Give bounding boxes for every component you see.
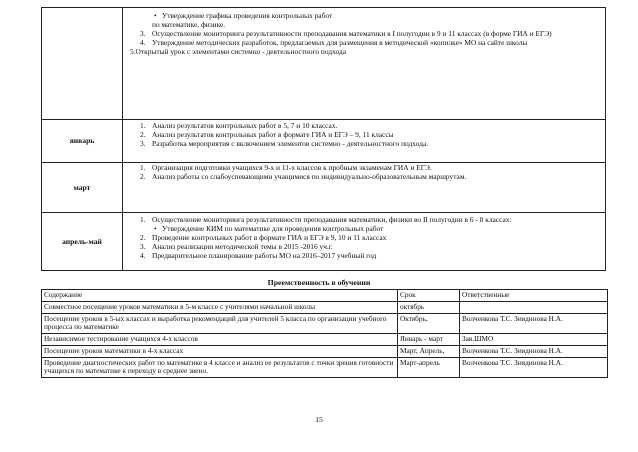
cell-responsible: Волченкова Т.С. Зиядинова Н.А. — [460, 345, 608, 357]
bullet-item: • Утверждение КИМ по математике для проведения контрольных работ — [126, 225, 602, 234]
item-text: Проведение контрольных работ в формате ГИА и ЕГЭ в 9, 10 и 11 классах — [152, 232, 387, 242]
item-number: 1. — [140, 163, 146, 172]
cell-content: Посещение уроков в 5-ых классах и выработка рекомендаций для учителей 5 класса по организации учебного процесса по математике — [42, 313, 398, 334]
item-text: Анализ работы со слабоуспевающими учащимися по индивидуально-образовательным маршрутам. — [152, 171, 467, 181]
cell-responsible: Зав.ШМО — [460, 334, 608, 346]
activities-cell — [123, 8, 606, 120]
table-row — [42, 334, 608, 346]
cell-term: Март, Апрель, — [398, 345, 460, 357]
plan-row — [42, 120, 606, 163]
activities-cell — [123, 213, 606, 271]
header-row — [42, 290, 608, 302]
cell-content: Совместное посещение уроков математики в 5-м классе с учителями начальной школы — [42, 301, 398, 313]
item-number: 1. — [140, 215, 146, 224]
cell-responsible — [460, 301, 608, 313]
plan-row — [42, 8, 606, 120]
table-row — [42, 301, 608, 313]
cell-term: Март-апрель — [398, 357, 460, 378]
item-text: Предварительное планирование работы МО на 2016–2017 учебный год — [152, 250, 377, 260]
month-cell: январь — [42, 120, 123, 163]
plan-row — [42, 213, 606, 271]
cell-responsible: Волченкова Т.С. Зиядинова Н.А. — [460, 357, 608, 378]
header-term: Срок — [398, 290, 460, 302]
cell-term: Январь - март — [398, 334, 460, 346]
numbered-item — [126, 140, 602, 149]
plain-item: по математике, физике. — [152, 19, 226, 29]
item-text: Анализ реализации методической темы в 2015 -2016 уч.г. — [152, 241, 333, 251]
plan-row — [42, 163, 606, 213]
item-number: 3. — [140, 28, 146, 38]
cell-responsible: Волченкова Т.С. Зиядинова Н.А. — [460, 313, 608, 334]
month-cell: апрель-май — [42, 213, 123, 271]
header-responsible: Ответственные — [460, 290, 608, 302]
cell-term: октябрь — [398, 301, 460, 313]
item-number: 3. — [140, 241, 146, 251]
item-number: 3. — [140, 138, 146, 148]
continuity-table — [41, 289, 608, 378]
item-number: 2. — [140, 129, 146, 139]
work-plan-table — [41, 7, 606, 271]
activities-cell — [123, 120, 606, 163]
header-content: Содержание — [42, 290, 398, 302]
month-cell — [42, 8, 123, 120]
item-text: Организация подготовки учащихся 9-х и 11-х классов к пробным экзаменам ГИА и ЕГЭ. — [152, 163, 432, 172]
item-text: Осуществление мониторинга результативности преподавания математики, физики во II полугодии в 6 - 8 классах: — [152, 215, 512, 224]
item-number: 1. — [140, 121, 146, 130]
plain-item: 5.Открытый урок с элементами системно - деятельностного подхода — [130, 46, 347, 56]
item-text: Утверждение методических разработок, предлагаемых для размещения в методической «копилке» МО на сайте школы — [152, 37, 528, 47]
table-row — [42, 357, 608, 378]
item-number: 2. — [140, 232, 146, 242]
month-cell: март — [42, 163, 123, 213]
numbered-item — [126, 252, 602, 261]
cell-content: Проведение диагностических работ по математике в 4 классе и анализ ее результатов с точки зрения готовности учащихся по математике к переходу в среднее звено. — [42, 357, 398, 378]
item-number: 2. — [140, 171, 146, 181]
item-number: 4. — [140, 250, 146, 260]
cell-term: Октябрь, — [398, 313, 460, 334]
bullet-item: • Утверждение графика проведения контрольных работ — [126, 12, 602, 21]
item-text: Осуществление мониторинга результативности преподавания математики в I полугодии в 9 и 11 классах (в форме ГИА и ЕГЭ) — [152, 28, 552, 38]
numbered-item — [126, 173, 602, 182]
cell-content: Независимое тестирование учащихся 4-х классов — [42, 334, 398, 346]
item-text: Разработка мероприятия с включением элементов системно - деятельностного подхода. — [152, 138, 429, 148]
cell-content: Посещение уроков математики в 4-х классах — [42, 345, 398, 357]
activities-cell — [123, 163, 606, 213]
table-row — [42, 345, 608, 357]
table-row — [42, 313, 608, 334]
item-text: Анализ результатов контрольных работ в 5, 7 и 10 классах. — [152, 121, 338, 130]
section-title: Преемственность в обучении — [267, 278, 371, 287]
page-number: 15 — [315, 415, 323, 424]
item-number: 4. — [140, 37, 146, 47]
item-text: Анализ результатов контрольных работ в формате ГИА и ЕГЭ – 9, 11 классы — [152, 129, 394, 139]
